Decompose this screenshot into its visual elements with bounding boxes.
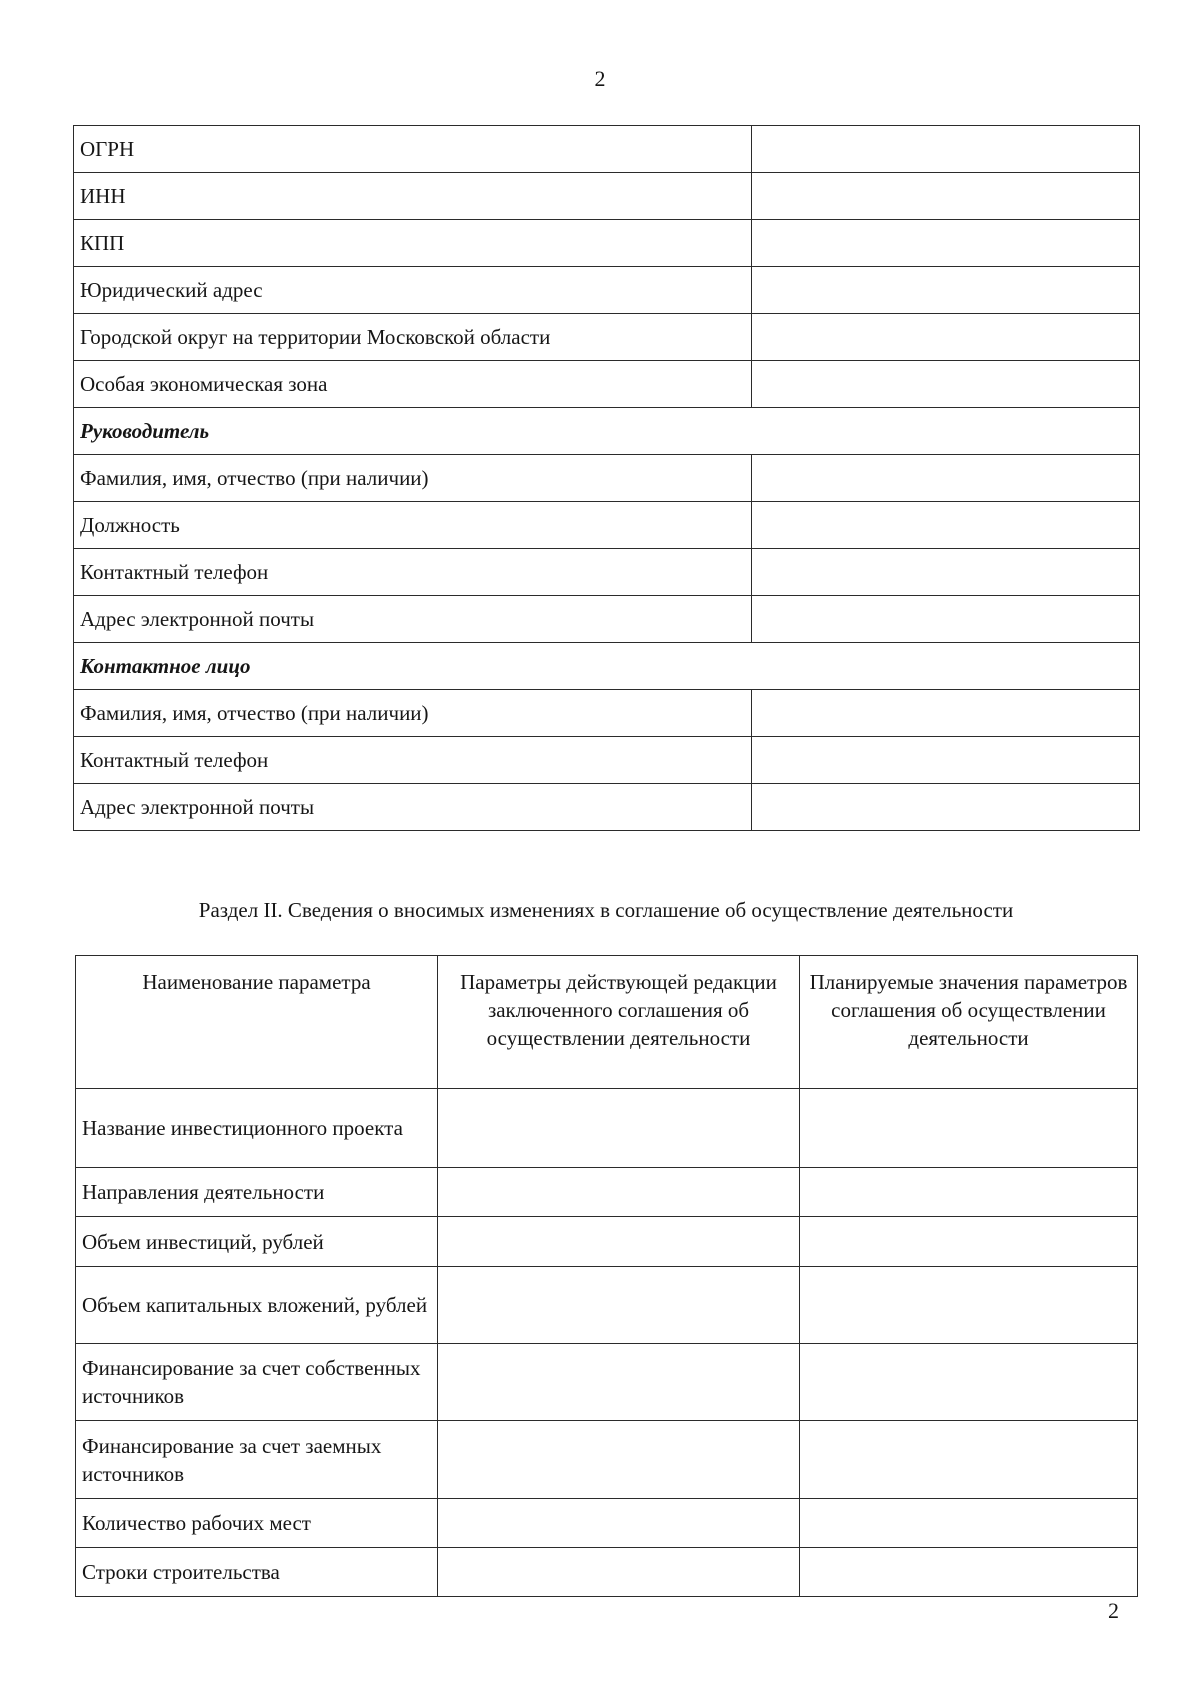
field-label-contact-phone: Контактный телефон: [74, 737, 752, 784]
column-header-current-parameters: Параметры действующей редакции заключенного соглашения об осуществлении деятельности: [438, 956, 800, 1089]
table-row: [76, 1421, 1138, 1499]
current-value-cell[interactable]: [438, 1421, 800, 1499]
agreement-changes-table: [75, 955, 1138, 1597]
field-value-contact-phone[interactable]: [752, 737, 1140, 784]
field-label-city-district: Городской округ на территории Московской области: [74, 314, 752, 361]
table-row: [74, 220, 1140, 267]
field-label-legal-address: Юридический адрес: [74, 267, 752, 314]
table-row: [74, 784, 1140, 831]
table-row: [74, 596, 1140, 643]
parameter-name: Количество рабочих мест: [76, 1499, 438, 1548]
table-row: [76, 1217, 1138, 1267]
table-row: [76, 1548, 1138, 1597]
parameter-name: Финансирование за счет собственных источников: [76, 1344, 438, 1421]
table-row: [74, 502, 1140, 549]
column-header-planned-values: Планируемые значения параметров соглашения об осуществлении деятельности: [800, 956, 1138, 1089]
parameter-name: Название инвестиционного проекта: [76, 1089, 438, 1168]
table-row: [76, 1344, 1138, 1421]
field-label-ogrn: ОГРН: [74, 126, 752, 173]
current-value-cell[interactable]: [438, 1267, 800, 1344]
table-row: [74, 737, 1140, 784]
planned-value-cell[interactable]: [800, 1089, 1138, 1168]
organization-info-table: [73, 125, 1140, 831]
planned-value-cell[interactable]: [800, 1421, 1138, 1499]
planned-value-cell[interactable]: [800, 1168, 1138, 1217]
field-value-special-economic-zone[interactable]: [752, 361, 1140, 408]
page-number-bottom: 2: [1108, 1598, 1119, 1623]
table-row: [74, 267, 1140, 314]
table-row: [76, 1499, 1138, 1548]
table-row: [76, 1168, 1138, 1217]
table-row: [76, 1267, 1138, 1344]
table-row: [74, 455, 1140, 502]
field-label-head-email: Адрес электронной почты: [74, 596, 752, 643]
table-row: [74, 361, 1140, 408]
current-value-cell[interactable]: [438, 1217, 800, 1267]
field-value-head-email[interactable]: [752, 596, 1140, 643]
planned-value-cell[interactable]: [800, 1499, 1138, 1548]
current-value-cell[interactable]: [438, 1499, 800, 1548]
parameter-name: Объем капитальных вложений, рублей: [76, 1267, 438, 1344]
current-value-cell[interactable]: [438, 1548, 800, 1597]
table-row: [74, 690, 1140, 737]
planned-value-cell[interactable]: [800, 1267, 1138, 1344]
parameter-name: Направления деятельности: [76, 1168, 438, 1217]
field-value-inn[interactable]: [752, 173, 1140, 220]
table-row: [74, 643, 1140, 690]
field-label-special-economic-zone: Особая экономическая зона: [74, 361, 752, 408]
table-row: [74, 173, 1140, 220]
planned-value-cell[interactable]: [800, 1344, 1138, 1421]
field-value-legal-address[interactable]: [752, 267, 1140, 314]
parameter-name: Объем инвестиций, рублей: [76, 1217, 438, 1267]
field-value-kpp[interactable]: [752, 220, 1140, 267]
field-value-contact-email[interactable]: [752, 784, 1140, 831]
field-value-head-phone[interactable]: [752, 549, 1140, 596]
field-value-head-position[interactable]: [752, 502, 1140, 549]
section-heading-head: Руководитель: [74, 408, 1140, 455]
field-value-ogrn[interactable]: [752, 126, 1140, 173]
page-number-top: 2: [594, 66, 606, 91]
table-row: [74, 408, 1140, 455]
field-label-head-position: Должность: [74, 502, 752, 549]
field-label-contact-email: Адрес электронной почты: [74, 784, 752, 831]
field-value-head-full-name[interactable]: [752, 455, 1140, 502]
table-row: [74, 314, 1140, 361]
table-row: [74, 549, 1140, 596]
field-label-kpp: КПП: [74, 220, 752, 267]
field-label-head-full-name: Фамилия, имя, отчество (при наличии): [74, 455, 752, 502]
parameter-name: Финансирование за счет заемных источников: [76, 1421, 438, 1499]
planned-value-cell[interactable]: [800, 1217, 1138, 1267]
current-value-cell[interactable]: [438, 1089, 800, 1168]
field-value-city-district[interactable]: [752, 314, 1140, 361]
section-heading-contact: Контактное лицо: [74, 643, 1140, 690]
table-row: [74, 126, 1140, 173]
current-value-cell[interactable]: [438, 1168, 800, 1217]
field-value-contact-full-name[interactable]: [752, 690, 1140, 737]
current-value-cell[interactable]: [438, 1344, 800, 1421]
field-label-head-phone: Контактный телефон: [74, 549, 752, 596]
table-header-row: [76, 956, 1138, 1089]
section-2-title: Раздел II. Сведения о вносимых изменениях в соглашение об осуществление деятельности: [198, 898, 1014, 922]
table-row: [76, 1089, 1138, 1168]
planned-value-cell[interactable]: [800, 1548, 1138, 1597]
field-label-contact-full-name: Фамилия, имя, отчество (при наличии): [74, 690, 752, 737]
parameter-name: Строки строительства: [76, 1548, 438, 1597]
field-label-inn: ИНН: [74, 173, 752, 220]
column-header-parameter-name: Наименование параметра: [76, 956, 438, 1089]
